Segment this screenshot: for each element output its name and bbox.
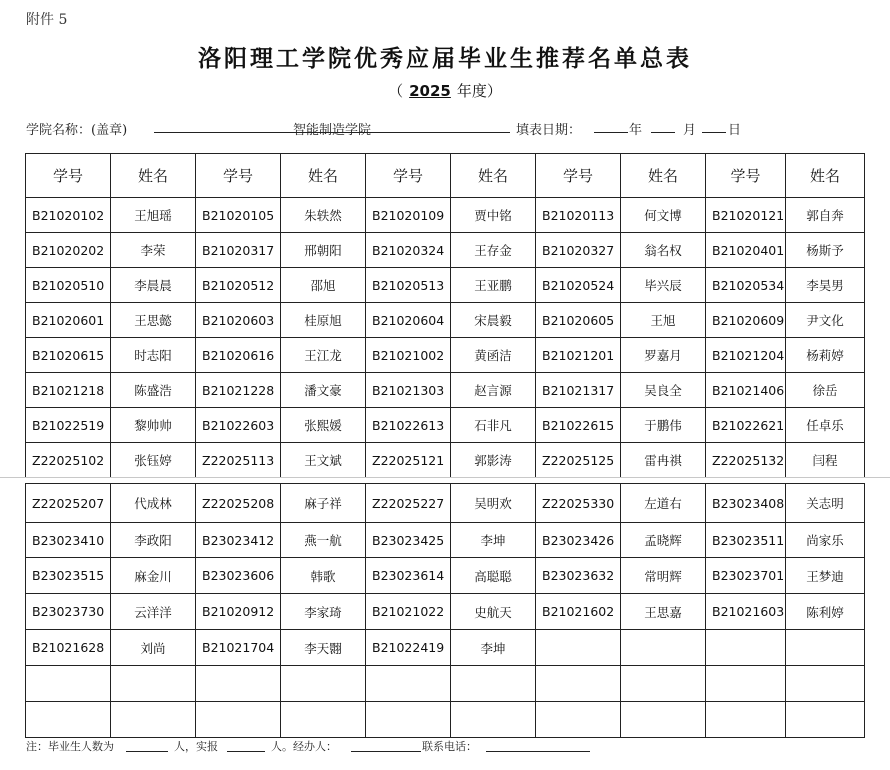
student-name-cell: 毕兴辰 xyxy=(621,268,706,303)
student-id-cell: B21021204 xyxy=(706,338,786,373)
student-name-cell xyxy=(621,702,706,738)
year-close: 年度） xyxy=(456,82,502,100)
student-name-cell: 李荣 xyxy=(111,233,196,268)
student-name-cell: 常明辉 xyxy=(621,558,706,594)
student-id-cell: B21021603 xyxy=(706,594,786,630)
student-id-cell: B21020912 xyxy=(196,594,281,630)
date-day-unit: 日 xyxy=(728,123,742,138)
student-name-cell: 李坤 xyxy=(451,630,536,666)
student-id-cell: B21020609 xyxy=(706,303,786,338)
student-id-cell: Z22025125 xyxy=(536,443,621,478)
header-name: 姓名 xyxy=(451,154,536,198)
student-name-cell: 徐岳 xyxy=(786,373,865,408)
date-label: 填表日期： xyxy=(516,123,582,138)
student-id-cell: Z22025121 xyxy=(366,443,451,478)
student-id-cell: B23023730 xyxy=(26,594,111,630)
date-day-field xyxy=(702,119,726,133)
student-id-cell: B21020510 xyxy=(26,268,111,303)
student-id-cell: Z22025207 xyxy=(26,484,111,523)
student-id-cell: Z22025227 xyxy=(366,484,451,523)
phone-field xyxy=(486,738,590,752)
student-name-cell xyxy=(111,702,196,738)
header-student-id: 学号 xyxy=(366,154,451,198)
student-id-cell: B23023701 xyxy=(706,558,786,594)
student-id-cell: B21021704 xyxy=(196,630,281,666)
student-id-cell xyxy=(366,666,451,702)
college-label: 学院名称：(盖章) xyxy=(26,123,128,138)
student-name-cell: 贾中铭 xyxy=(451,198,536,233)
student-name-cell: 桂原旭 xyxy=(281,303,366,338)
date-month-field xyxy=(651,119,675,133)
student-name-cell: 石非凡 xyxy=(451,408,536,443)
table-row xyxy=(26,484,865,523)
student-name-cell: 孟晓辉 xyxy=(621,523,706,558)
student-id-cell: B23023632 xyxy=(536,558,621,594)
student-name-cell: 张钰婷 xyxy=(111,443,196,478)
student-id-cell: B23023606 xyxy=(196,558,281,594)
student-id-cell: B21020324 xyxy=(366,233,451,268)
student-id-cell: B21022519 xyxy=(26,408,111,443)
student-id-cell xyxy=(706,630,786,666)
student-name-cell: 高聪聪 xyxy=(451,558,536,594)
student-id-cell: B21021602 xyxy=(536,594,621,630)
college-value: 智能制造学院 xyxy=(292,123,371,138)
student-name-cell xyxy=(786,666,865,702)
student-name-cell: 任卓乐 xyxy=(786,408,865,443)
student-id-cell: B21020601 xyxy=(26,303,111,338)
student-id-cell: B23023426 xyxy=(536,523,621,558)
student-id-cell: B21021628 xyxy=(26,630,111,666)
student-name-cell xyxy=(786,630,865,666)
student-id-cell: B21020121 xyxy=(706,198,786,233)
student-id-cell xyxy=(536,630,621,666)
student-name-cell: 吴明欢 xyxy=(451,484,536,523)
student-name-cell: 王亚鹏 xyxy=(451,268,536,303)
page-break-line xyxy=(0,477,890,478)
student-name-cell xyxy=(451,666,536,702)
table-row xyxy=(26,558,865,594)
student-name-cell: 王旭 xyxy=(621,303,706,338)
student-name-cell: 李政阳 xyxy=(111,523,196,558)
graduate-count-field xyxy=(126,738,168,752)
year-value: 2025 xyxy=(409,82,451,100)
table-row xyxy=(26,373,865,408)
student-name-cell: 潘文豪 xyxy=(281,373,366,408)
footer-handler-label: 人。经办人： xyxy=(271,740,337,753)
student-name-cell: 时志阳 xyxy=(111,338,196,373)
student-id-cell: Z22025102 xyxy=(26,443,111,478)
student-id-cell xyxy=(26,702,111,738)
student-id-cell: B23023412 xyxy=(196,523,281,558)
student-name-cell: 赵言源 xyxy=(451,373,536,408)
student-id-cell: B21020102 xyxy=(26,198,111,233)
recommendation-table xyxy=(25,153,865,478)
student-id-cell xyxy=(26,666,111,702)
table-row xyxy=(26,303,865,338)
student-name-cell: 于鹏伟 xyxy=(621,408,706,443)
student-id-cell: B21020512 xyxy=(196,268,281,303)
student-id-cell: B21020105 xyxy=(196,198,281,233)
student-id-cell xyxy=(196,702,281,738)
student-id-cell: B21022613 xyxy=(366,408,451,443)
student-name-cell: 李天翾 xyxy=(281,630,366,666)
student-name-cell: 麻金川 xyxy=(111,558,196,594)
footer-note xyxy=(26,738,866,756)
college-field xyxy=(154,119,510,138)
student-id-cell: B21021218 xyxy=(26,373,111,408)
student-id-cell xyxy=(196,666,281,702)
student-name-cell: 李坤 xyxy=(451,523,536,558)
header-name: 姓名 xyxy=(786,154,865,198)
student-name-cell: 刘尚 xyxy=(111,630,196,666)
header-student-id: 学号 xyxy=(196,154,281,198)
student-id-cell: B21021201 xyxy=(536,338,621,373)
student-name-cell xyxy=(281,702,366,738)
info-line xyxy=(26,119,866,139)
student-name-cell: 黎帅帅 xyxy=(111,408,196,443)
student-id-cell: B21021317 xyxy=(536,373,621,408)
header-student-id: 学号 xyxy=(536,154,621,198)
student-name-cell xyxy=(281,666,366,702)
table-row xyxy=(26,198,865,233)
student-name-cell: 王文斌 xyxy=(281,443,366,478)
student-id-cell xyxy=(706,702,786,738)
student-name-cell: 翁名权 xyxy=(621,233,706,268)
student-name-cell: 邵旭 xyxy=(281,268,366,303)
student-id-cell: B21020113 xyxy=(536,198,621,233)
table-header-row xyxy=(26,154,865,198)
student-id-cell: B23023515 xyxy=(26,558,111,594)
date-year-unit: 年 xyxy=(629,123,643,138)
student-id-cell: B21021228 xyxy=(196,373,281,408)
student-id-cell: B21020534 xyxy=(706,268,786,303)
student-id-cell: B21020317 xyxy=(196,233,281,268)
reported-count-field xyxy=(227,738,265,752)
student-id-cell: Z22025132 xyxy=(706,443,786,478)
student-id-cell: B21022621 xyxy=(706,408,786,443)
student-id-cell: B21020513 xyxy=(366,268,451,303)
recommendation-table-continued xyxy=(25,483,865,738)
student-name-cell: 陈盛浩 xyxy=(111,373,196,408)
student-id-cell: B21020615 xyxy=(26,338,111,373)
student-id-cell: B21020616 xyxy=(196,338,281,373)
table-row xyxy=(26,268,865,303)
student-id-cell: B21020603 xyxy=(196,303,281,338)
student-name-cell xyxy=(621,666,706,702)
handler-field xyxy=(351,738,421,752)
student-name-cell: 李昊男 xyxy=(786,268,865,303)
student-id-cell: B21020327 xyxy=(536,233,621,268)
student-id-cell xyxy=(536,666,621,702)
student-name-cell: 杨斯予 xyxy=(786,233,865,268)
table-row xyxy=(26,523,865,558)
table-row xyxy=(26,338,865,373)
student-name-cell: 闫程 xyxy=(786,443,865,478)
student-id-cell: B21020604 xyxy=(366,303,451,338)
student-name-cell: 关志明 xyxy=(786,484,865,523)
student-name-cell: 尚家乐 xyxy=(786,523,865,558)
student-name-cell xyxy=(786,702,865,738)
student-name-cell: 尹文化 xyxy=(786,303,865,338)
student-id-cell: Z22025208 xyxy=(196,484,281,523)
table-row xyxy=(26,594,865,630)
date-month-unit: 月 xyxy=(683,123,697,138)
footer-people-unit: 人，实报 xyxy=(174,740,218,753)
year-line xyxy=(0,80,890,101)
student-name-cell: 韩歌 xyxy=(281,558,366,594)
student-name-cell xyxy=(451,702,536,738)
student-name-cell: 宋晨毅 xyxy=(451,303,536,338)
student-id-cell: B23023511 xyxy=(706,523,786,558)
student-name-cell: 王思懿 xyxy=(111,303,196,338)
attachment-label: 附件 5 xyxy=(26,12,68,28)
table-row xyxy=(26,233,865,268)
table-row xyxy=(26,666,865,702)
student-name-cell: 邢朝阳 xyxy=(281,233,366,268)
student-id-cell: B23023408 xyxy=(706,484,786,523)
header-name: 姓名 xyxy=(621,154,706,198)
student-id-cell: B21021406 xyxy=(706,373,786,408)
student-id-cell: Z22025113 xyxy=(196,443,281,478)
student-name-cell: 代成林 xyxy=(111,484,196,523)
header-name: 姓名 xyxy=(111,154,196,198)
student-id-cell: B23023614 xyxy=(366,558,451,594)
student-id-cell: B23023410 xyxy=(26,523,111,558)
student-name-cell: 王旭瑶 xyxy=(111,198,196,233)
student-id-cell: B21020401 xyxy=(706,233,786,268)
student-id-cell: B21021002 xyxy=(366,338,451,373)
student-id-cell: B21021022 xyxy=(366,594,451,630)
student-name-cell: 郭自奔 xyxy=(786,198,865,233)
student-name-cell: 雷冉祺 xyxy=(621,443,706,478)
student-name-cell: 郭影涛 xyxy=(451,443,536,478)
student-name-cell: 罗嘉月 xyxy=(621,338,706,373)
student-id-cell: B21020524 xyxy=(536,268,621,303)
student-name-cell: 杨莉婷 xyxy=(786,338,865,373)
student-name-cell: 吴良全 xyxy=(621,373,706,408)
student-name-cell: 王思嘉 xyxy=(621,594,706,630)
footer-phone-label: 联系电话： xyxy=(422,740,477,753)
student-id-cell: B23023425 xyxy=(366,523,451,558)
student-id-cell: B21020202 xyxy=(26,233,111,268)
student-id-cell: B21022419 xyxy=(366,630,451,666)
student-name-cell: 王存金 xyxy=(451,233,536,268)
student-id-cell: B21021303 xyxy=(366,373,451,408)
student-id-cell: B21020109 xyxy=(366,198,451,233)
student-id-cell xyxy=(536,702,621,738)
student-id-cell: B21020605 xyxy=(536,303,621,338)
student-name-cell: 云洋洋 xyxy=(111,594,196,630)
student-name-cell: 王梦迪 xyxy=(786,558,865,594)
student-name-cell: 燕一航 xyxy=(281,523,366,558)
student-id-cell: B21022603 xyxy=(196,408,281,443)
page-title: 洛阳理工学院优秀应届毕业生推荐名单总表 xyxy=(198,45,692,72)
table-row xyxy=(26,702,865,738)
student-id-cell xyxy=(366,702,451,738)
header-student-id: 学号 xyxy=(706,154,786,198)
student-name-cell: 何文博 xyxy=(621,198,706,233)
table-row xyxy=(26,443,865,478)
student-name-cell: 朱轶然 xyxy=(281,198,366,233)
date-year-field xyxy=(594,119,628,133)
header-name: 姓名 xyxy=(281,154,366,198)
student-name-cell xyxy=(111,666,196,702)
footer-note-label: 注：毕业生人数为 xyxy=(26,740,114,753)
student-id-cell: Z22025330 xyxy=(536,484,621,523)
student-name-cell xyxy=(621,630,706,666)
student-id-cell: B21022615 xyxy=(536,408,621,443)
student-name-cell: 史航天 xyxy=(451,594,536,630)
table-row xyxy=(26,630,865,666)
year-open: （ xyxy=(388,82,404,100)
student-name-cell: 王江龙 xyxy=(281,338,366,373)
student-id-cell xyxy=(706,666,786,702)
student-name-cell: 张熙媛 xyxy=(281,408,366,443)
header-student-id: 学号 xyxy=(26,154,111,198)
student-name-cell: 麻子祥 xyxy=(281,484,366,523)
student-name-cell: 左道右 xyxy=(621,484,706,523)
table-row xyxy=(26,408,865,443)
student-name-cell: 陈利婷 xyxy=(786,594,865,630)
student-name-cell: 黄函洁 xyxy=(451,338,536,373)
student-name-cell: 李晨晨 xyxy=(111,268,196,303)
student-name-cell: 李家琦 xyxy=(281,594,366,630)
